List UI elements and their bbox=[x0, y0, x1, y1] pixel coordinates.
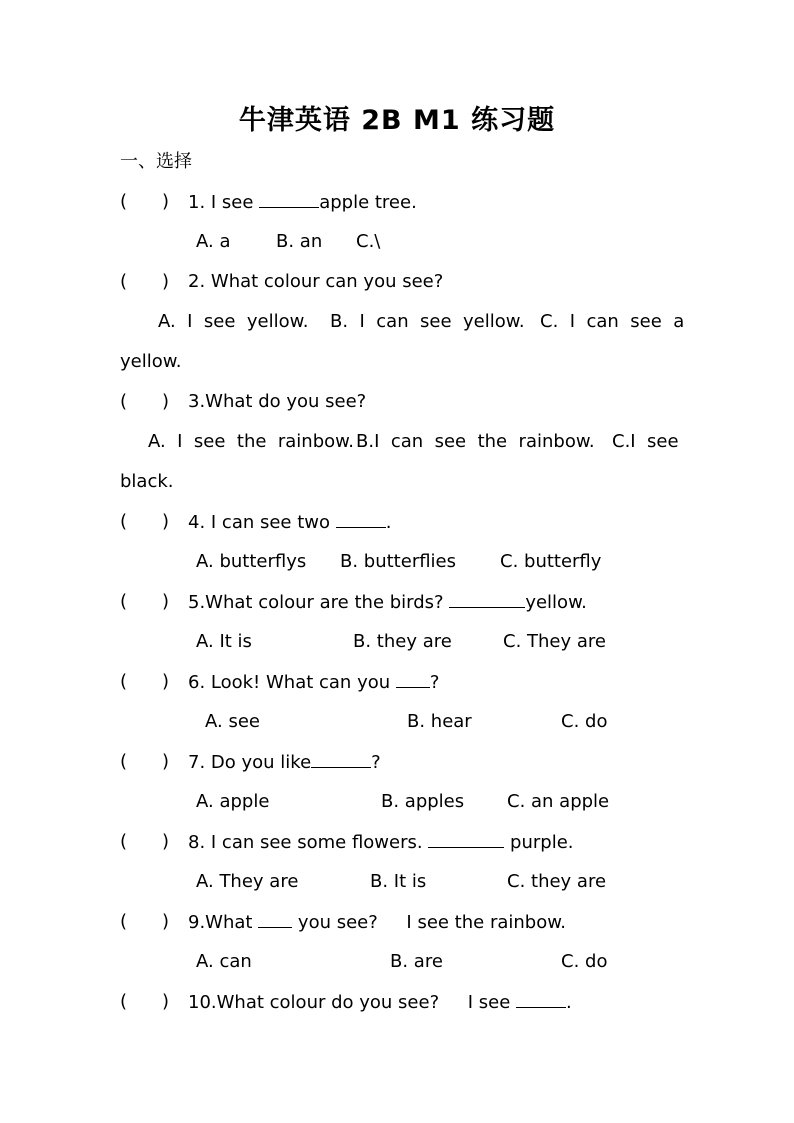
option-c[interactable]: C.I see bbox=[612, 431, 679, 452]
question-5-text: 5.What colour are the birds? yellow. bbox=[188, 592, 587, 613]
answer-parentheses[interactable]: ( ) bbox=[120, 391, 170, 412]
answer-blank[interactable] bbox=[428, 830, 504, 848]
question-1-text: 1. I see apple tree. bbox=[188, 192, 417, 213]
option-a[interactable]: A. butterflys bbox=[196, 551, 307, 572]
question-3-text: 3.What do you see? bbox=[188, 391, 367, 412]
question-4-text: 4. I can see two . bbox=[188, 512, 392, 533]
worksheet-title: 牛津英语 2B M1 练习题 bbox=[238, 105, 556, 136]
answer-blank[interactable] bbox=[396, 670, 430, 688]
option-b[interactable]: B. are bbox=[390, 951, 443, 972]
question-2-option-wrap: yellow. bbox=[120, 351, 182, 372]
answer-parentheses[interactable]: ( ) bbox=[120, 191, 170, 212]
question-2-text: 2. What colour can you see? bbox=[188, 271, 444, 292]
option-b[interactable]: B. hear bbox=[407, 711, 472, 732]
question-10-text: 10.What colour do you see? I see . bbox=[188, 992, 572, 1013]
question-6-text: 6. Look! What can you ? bbox=[188, 672, 440, 693]
question-3-option-wrap: black. bbox=[120, 471, 174, 492]
answer-blank[interactable] bbox=[259, 190, 319, 208]
answer-blank[interactable] bbox=[449, 590, 525, 608]
option-c[interactable]: C. butterfly bbox=[500, 551, 602, 572]
option-c[interactable]: C. do bbox=[561, 951, 608, 972]
answer-parentheses[interactable]: ( ) bbox=[120, 591, 170, 612]
option-a[interactable]: A. I see the rainbow. bbox=[148, 431, 354, 452]
option-b[interactable]: B. I can see yellow. bbox=[330, 311, 525, 332]
option-b[interactable]: B. butterflies bbox=[340, 551, 457, 572]
option-c[interactable]: C. I can see a bbox=[540, 311, 685, 332]
option-c[interactable]: C. They are bbox=[503, 631, 606, 652]
option-b[interactable]: B. they are bbox=[353, 631, 452, 652]
section-heading: 一、选择 bbox=[120, 151, 192, 172]
option-c[interactable]: C. do bbox=[561, 711, 608, 732]
answer-parentheses[interactable]: ( ) bbox=[120, 831, 170, 852]
answer-parentheses[interactable]: ( ) bbox=[120, 911, 170, 932]
answer-blank[interactable] bbox=[311, 750, 371, 768]
answer-parentheses[interactable]: ( ) bbox=[120, 751, 170, 772]
option-c[interactable]: C. an apple bbox=[507, 791, 610, 812]
option-c[interactable]: C. they are bbox=[507, 871, 607, 892]
answer-parentheses[interactable]: ( ) bbox=[120, 511, 170, 532]
answer-parentheses[interactable]: ( ) bbox=[120, 991, 170, 1012]
question-7-text: 7. Do you like ? bbox=[188, 752, 381, 773]
option-b[interactable]: B. apples bbox=[381, 791, 465, 812]
question-8-text: 8. I can see some flowers. purple. bbox=[188, 832, 574, 853]
option-a[interactable]: A. can bbox=[196, 951, 252, 972]
answer-blank[interactable] bbox=[258, 910, 292, 928]
option-a[interactable]: A. They are bbox=[196, 871, 299, 892]
answer-blank[interactable] bbox=[516, 990, 566, 1008]
option-b[interactable]: B.I can see the rainbow. bbox=[356, 431, 595, 452]
answer-blank[interactable] bbox=[336, 510, 386, 528]
option-b[interactable]: B. It is bbox=[370, 871, 427, 892]
option-b[interactable]: B. an bbox=[276, 231, 323, 252]
answer-parentheses[interactable]: ( ) bbox=[120, 671, 170, 692]
option-a[interactable]: A. a bbox=[196, 231, 231, 252]
option-a[interactable]: A. apple bbox=[196, 791, 270, 812]
option-a[interactable]: A. It is bbox=[196, 631, 252, 652]
answer-parentheses[interactable]: ( ) bbox=[120, 271, 170, 292]
question-9-text: 9.What you see? I see the rainbow. bbox=[188, 912, 567, 933]
option-c[interactable]: C.\ bbox=[356, 231, 381, 252]
option-a[interactable]: A. I see yellow. bbox=[158, 311, 309, 332]
option-a[interactable]: A. see bbox=[205, 711, 260, 732]
